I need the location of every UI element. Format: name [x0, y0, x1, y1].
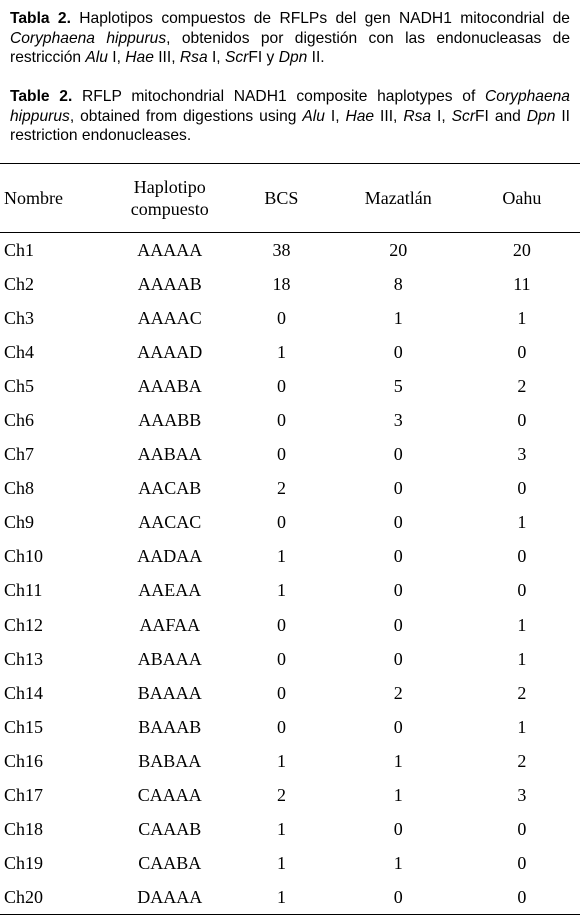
caption-english-run: III, [374, 107, 404, 125]
caption-english-run: Hae [345, 107, 375, 125]
cell-haplotipo: AABAA [137, 444, 202, 465]
cell-oahu: 0 [517, 546, 527, 567]
cell-oahu: 1 [517, 614, 527, 635]
caption-english-run: FI and [475, 107, 527, 125]
caption-spanish-run: I, [207, 49, 225, 66]
cell-bcs: 0 [276, 648, 286, 669]
cell-nombre: Ch10 [4, 546, 44, 567]
cell-bcs: 0 [276, 444, 286, 465]
cell-mazatlan: 0 [393, 341, 403, 362]
cell-haplotipo: AAABB [138, 410, 202, 431]
cell-bcs: 18 [272, 273, 291, 294]
cell-oahu: 2 [517, 375, 527, 396]
cell-haplotipo: CAABA [138, 853, 202, 874]
cell-mazatlan: 0 [393, 819, 403, 840]
cell-oahu: 3 [517, 785, 527, 806]
table-row [0, 369, 580, 403]
cell-mazatlan: 0 [393, 580, 403, 601]
table-row [0, 813, 580, 847]
cell-haplotipo: AAABA [137, 375, 202, 396]
caption-spanish-run: Rsa [179, 49, 208, 66]
header-oahu: Oahu [502, 188, 542, 208]
cell-oahu: 0 [517, 819, 527, 840]
cell-oahu: 0 [517, 887, 527, 908]
cell-nombre: Ch8 [4, 478, 35, 499]
cell-bcs: 1 [276, 853, 286, 874]
cell-nombre: Ch14 [4, 682, 44, 703]
table-row [0, 233, 580, 267]
cell-nombre: Ch15 [4, 716, 44, 737]
cell-bcs: 0 [276, 614, 286, 635]
caption-spanish-run: Scr [224, 49, 249, 66]
header-haplotipo-line1: Haplotipo [133, 177, 206, 197]
cell-oahu: 0 [517, 478, 527, 499]
table-row [0, 847, 580, 881]
caption-english-run: Coryphaena hippurus [10, 88, 570, 125]
cell-haplotipo: AAAAB [137, 273, 202, 294]
header-nombre: Nombre [4, 188, 63, 208]
table-row [0, 267, 580, 301]
cell-oahu: 0 [517, 341, 527, 362]
header-haplotipo-line2: compuesto [130, 199, 209, 219]
cell-nombre: Ch3 [4, 307, 35, 328]
caption-spanish-run: , obtenidos por digestión con las endonucleasas de restricción [10, 29, 571, 66]
caption-english-run: Rsa [403, 107, 432, 125]
cell-haplotipo: AAEAA [138, 580, 202, 601]
cell-bcs: 0 [276, 375, 286, 396]
cell-mazatlan: 8 [393, 273, 403, 294]
cell-bcs: 1 [276, 580, 286, 601]
cell-oahu: 0 [517, 580, 527, 601]
cell-haplotipo: CAAAA [137, 785, 202, 806]
cell-bcs: 1 [276, 750, 286, 771]
caption-spanish-run: Alu [85, 49, 108, 66]
cell-mazatlan: 0 [393, 887, 403, 908]
cell-haplotipo: CAAAB [138, 819, 202, 840]
cell-oahu: 20 [512, 239, 531, 260]
cell-bcs: 1 [276, 887, 286, 908]
cell-nombre: Ch13 [4, 648, 44, 669]
cell-nombre: Ch20 [4, 887, 44, 908]
caption-spanish-run: Hae [125, 49, 154, 66]
cell-oahu: 3 [517, 444, 527, 465]
cell-nombre: Ch4 [4, 341, 35, 362]
cell-oahu: 11 [513, 273, 531, 294]
table-row [0, 301, 580, 335]
table-row [0, 438, 580, 472]
caption-spanish-run: III, [153, 49, 180, 66]
header-haplotipo [109, 164, 230, 232]
table-row [0, 574, 580, 608]
cell-mazatlan: 1 [393, 307, 403, 328]
cell-mazatlan: 3 [393, 410, 403, 431]
table-row [0, 403, 580, 437]
caption-english-run: Scr [451, 107, 476, 125]
cell-haplotipo: BABAA [138, 750, 202, 771]
cell-nombre: Ch17 [4, 785, 44, 806]
cell-bcs: 38 [272, 239, 291, 260]
table-row [0, 779, 580, 813]
cell-mazatlan: 2 [393, 682, 403, 703]
caption-english-run: I, [324, 107, 346, 125]
cell-bcs: 0 [276, 716, 286, 737]
cell-mazatlan: 5 [393, 375, 403, 396]
cell-bcs: 1 [276, 341, 286, 362]
cell-oahu: 2 [517, 750, 527, 771]
cell-haplotipo: AACAC [138, 512, 202, 533]
caption-english [10, 87, 570, 146]
caption-spanish-run: II. [307, 49, 325, 66]
header-mazatlan: Mazatlán [364, 188, 432, 208]
cell-mazatlan: 0 [393, 512, 403, 533]
cell-oahu: 1 [517, 648, 527, 669]
cell-bcs: 0 [276, 307, 286, 328]
cell-oahu: 1 [517, 716, 527, 737]
cell-mazatlan: 1 [393, 785, 403, 806]
cell-oahu: 0 [517, 853, 527, 874]
cell-haplotipo: BAAAA [137, 682, 202, 703]
caption-english-run: , obtained from digestions using [69, 107, 303, 125]
table-row [0, 608, 580, 642]
cell-nombre: Ch7 [4, 444, 35, 465]
cell-nombre: Ch6 [4, 410, 35, 431]
caption-spanish [10, 9, 570, 68]
cell-nombre: Ch19 [4, 853, 44, 874]
cell-bcs: 1 [276, 546, 286, 567]
cell-mazatlan: 20 [389, 239, 408, 260]
caption-english-run: RFLP mitochondrial NADH1 composite haplotypes of [72, 88, 486, 105]
cell-haplotipo: AAAAA [137, 239, 203, 260]
caption-spanish-text [10, 10, 570, 66]
table-row [0, 335, 580, 369]
cell-nombre: Ch12 [4, 614, 44, 635]
cell-nombre: Ch1 [4, 239, 35, 260]
cell-oahu: 1 [517, 307, 527, 328]
cell-bcs: 1 [276, 819, 286, 840]
table-row [0, 881, 580, 915]
caption-english-text [10, 88, 570, 144]
cell-mazatlan: 0 [393, 716, 403, 737]
cell-nombre: Ch18 [4, 819, 44, 840]
cell-bcs: 2 [276, 785, 286, 806]
cell-haplotipo: BAAAB [138, 716, 202, 737]
cell-nombre: Ch2 [4, 273, 35, 294]
caption-spanish-run: Haplotipos compuestos de RFLPs del gen NADH1 mitocondrial de [70, 10, 570, 27]
cell-mazatlan: 1 [393, 853, 403, 874]
caption-english-run: Dpn [526, 107, 556, 125]
cell-mazatlan: 0 [393, 546, 403, 567]
cell-nombre: Ch16 [4, 750, 44, 771]
cell-haplotipo: ABAAA [137, 648, 202, 669]
table-bottom-rule [0, 914, 580, 915]
cell-haplotipo: AADAA [137, 546, 203, 567]
table-row [0, 744, 580, 778]
caption-english-label: Table 2. [10, 88, 73, 105]
caption-spanish-run: I, [107, 49, 126, 66]
cell-mazatlan: 0 [393, 648, 403, 669]
header-row [0, 164, 580, 232]
cell-bcs: 2 [276, 478, 286, 499]
table-row [0, 676, 580, 710]
cell-nombre: Ch9 [4, 512, 35, 533]
table-row [0, 710, 580, 744]
cell-haplotipo: AACAB [138, 478, 202, 499]
caption-english-run: Alu [302, 107, 325, 125]
caption-spanish-label: Tabla 2. [10, 10, 71, 27]
table-row [0, 472, 580, 506]
table-body [0, 233, 580, 915]
table-row [0, 642, 580, 676]
table-row [0, 506, 580, 540]
cell-nombre: Ch11 [4, 580, 43, 601]
caption-english-run: II restriction endonucleases. [10, 107, 570, 144]
cell-haplotipo: DAAAA [137, 887, 203, 908]
cell-oahu: 0 [517, 410, 527, 431]
cell-oahu: 1 [517, 512, 527, 533]
caption-spanish-run: FI y [248, 49, 279, 66]
cell-bcs: 0 [276, 682, 286, 703]
cell-bcs: 0 [276, 410, 286, 431]
cell-bcs: 0 [276, 512, 286, 533]
caption-spanish-run: Dpn [278, 49, 308, 66]
cell-haplotipo: AAAAC [137, 307, 202, 328]
table-header [0, 164, 580, 232]
cell-haplotipo: AAFAA [139, 614, 201, 635]
cell-mazatlan: 1 [393, 750, 403, 771]
cell-haplotipo: AAAAD [137, 341, 203, 362]
cell-nombre: Ch5 [4, 375, 35, 396]
cell-mazatlan: 0 [393, 444, 403, 465]
caption-spanish-run: Coryphaena hippurus [10, 29, 167, 47]
cell-mazatlan: 0 [393, 478, 403, 499]
cell-oahu: 2 [517, 682, 527, 703]
caption-english-run: I, [431, 107, 452, 125]
cell-mazatlan: 0 [393, 614, 403, 635]
table-row [0, 540, 580, 574]
header-bcs: BCS [264, 188, 299, 208]
